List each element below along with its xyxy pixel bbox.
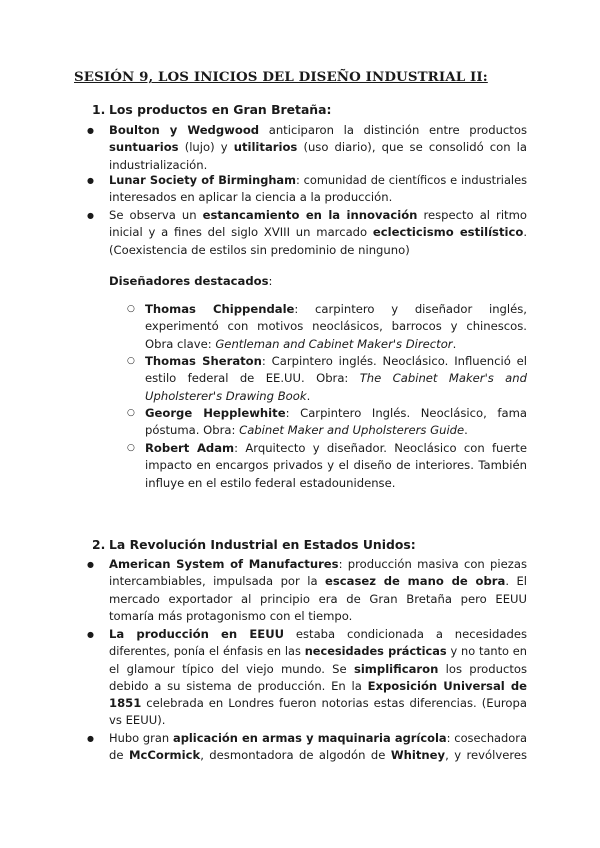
text-span: , y revólveres [445,748,528,763]
text-span: vs EEUU). [109,713,166,728]
bold-term: necesidades prácticas [304,644,447,659]
text-span: . [523,225,527,240]
bold-term: American System of Manufactures [109,557,339,571]
text-span: experimentó con motivos neoclásicos, barrocos y chinescos. [145,319,527,334]
bold-term: Thomas Sheraton [145,354,262,368]
bold-term: La producción en EEUU [109,627,285,641]
designers-colon: : [268,274,273,288]
designers-label: Diseñadores destacados [109,274,269,288]
bold-term: Boulton y Wedgwood [109,123,260,137]
text-span: interesados en aplicar la ciencia a la producción. [109,190,393,205]
text-span: : Arquitecto y diseñador. Neoclásico con fuerte [234,441,527,455]
text-span: . [464,423,468,438]
text-span: : Carpintero Inglés. Neoclásico, fama [285,406,527,420]
text-span: tomaría más protagonismo con el tiempo. [109,608,353,623]
text-span: : Carpintero inglés. Neoclásico. Influenció el [261,354,527,368]
bold-term: Thomas Chippendale [145,302,295,316]
text-span: estilo federal de EE.UU. Obra: [145,371,360,386]
bold-term: Exposición Universal de [367,678,527,693]
italic-title: Cabinet Maker and Upholsterers Guide [239,423,465,438]
text-span: estaba condicionada a necesidades [284,627,528,641]
text-span: : producción masiva con piezas [338,557,527,571]
page-title: SESIÓN 9, LOS INICIOS DEL DISEÑO INDUSTRIAL II: [74,69,488,85]
text-span: respecto al ritmo [417,208,527,222]
text-span: intercambiables, impulsada por la [109,574,325,589]
italic-title: The Cabinet Maker's and [359,371,527,386]
designer-hepplewhite [145,405,527,440]
text-span: : cosechadora [446,731,527,745]
designer-chippendale [145,301,527,353]
text-span: anticiparon la distinción entre productos [259,123,527,137]
text-span: (lujo) y [178,140,234,155]
text-span: Se observa un [109,208,203,222]
text-span: , desmontadora de algodón de [200,748,391,763]
text-span: Hubo gran [109,731,173,745]
text-span: los productos [438,661,528,676]
bullet-armas-maquinaria [109,730,527,765]
italic-title: Gentleman and Cabinet Maker's Director [215,336,453,351]
bullet-boulton-wedgwood [109,122,527,174]
bold-term: George Hepplewhite [145,406,286,420]
text-span: : carpintero y diseñador inglés, [294,302,527,316]
bullet-produccion-eeuu [109,626,527,730]
text-span: impacto en encargos privados y el diseño de interiores. También [145,458,527,473]
bullet-american-system [109,556,527,625]
bullet-estancamiento [109,207,527,259]
text-span: : comunidad de científicos e industriales [295,173,527,187]
section-1-number: 1. [92,102,106,117]
section-2-title: La Revolución Industrial en Estados Unidos: [109,537,416,552]
designers-subheading [109,273,272,290]
text-span: inicial y a fines del siglo XVIII un marcado [109,225,373,240]
text-span: y no tanto en [446,644,527,659]
bold-term: eclecticismo estilístico [372,225,524,240]
section-2-number: 2. [92,537,106,552]
text-span: (Coexistencia de estilos sin predominio de ninguno) [109,242,410,257]
bullet-lunar-society [109,172,527,207]
text-span: industrialización. [109,157,208,172]
text-span: celebrada en Londres fueron notorias estas diferencias. (Europa [141,696,527,711]
bold-term: aplicación en armas y maquinaria agrícola [172,731,447,745]
bold-term: escasez de mano de obra [324,574,506,589]
bold-term: utilitarios [233,140,298,155]
bold-term: simplificaron [353,661,439,676]
text-span: el glamour típico del viejo mundo. Se [109,661,354,676]
section-1-heading [92,101,331,118]
text-span: mercado exportador al principio era de Gran Bretaña pero EEUU [109,591,527,606]
bold-term: Lunar Society of Birmingham [109,173,296,187]
text-span: . [452,336,457,351]
text-span: influye en el estilo federal estadounidense. [145,475,396,490]
section-1-title: Los productos en Gran Bretaña: [109,102,332,117]
bold-term: Whitney [390,748,446,763]
text-span: de [109,748,129,763]
text-span: debido a su sistema de producción. En la [109,678,368,693]
designer-sheraton [145,353,527,405]
text-span: (uso diario), que se consolidó con la [297,140,527,155]
text-span: Obra clave: [145,336,216,351]
bold-term: McCormick [128,748,201,763]
section-2-heading [92,536,416,553]
italic-title: Upholsterer's Drawing Book [145,388,307,403]
designer-adam [145,440,527,492]
bold-term: estancamiento en la innovación [202,208,418,222]
text-span: . [306,388,311,403]
bold-term: 1851 [109,696,142,711]
text-span: . El [505,574,528,589]
bold-term: Robert Adam [145,441,235,455]
bold-term: suntuarios [109,140,179,155]
text-span: diferentes, ponía el énfasis en las [109,644,305,659]
text-span: póstuma. Obra: [145,423,240,438]
